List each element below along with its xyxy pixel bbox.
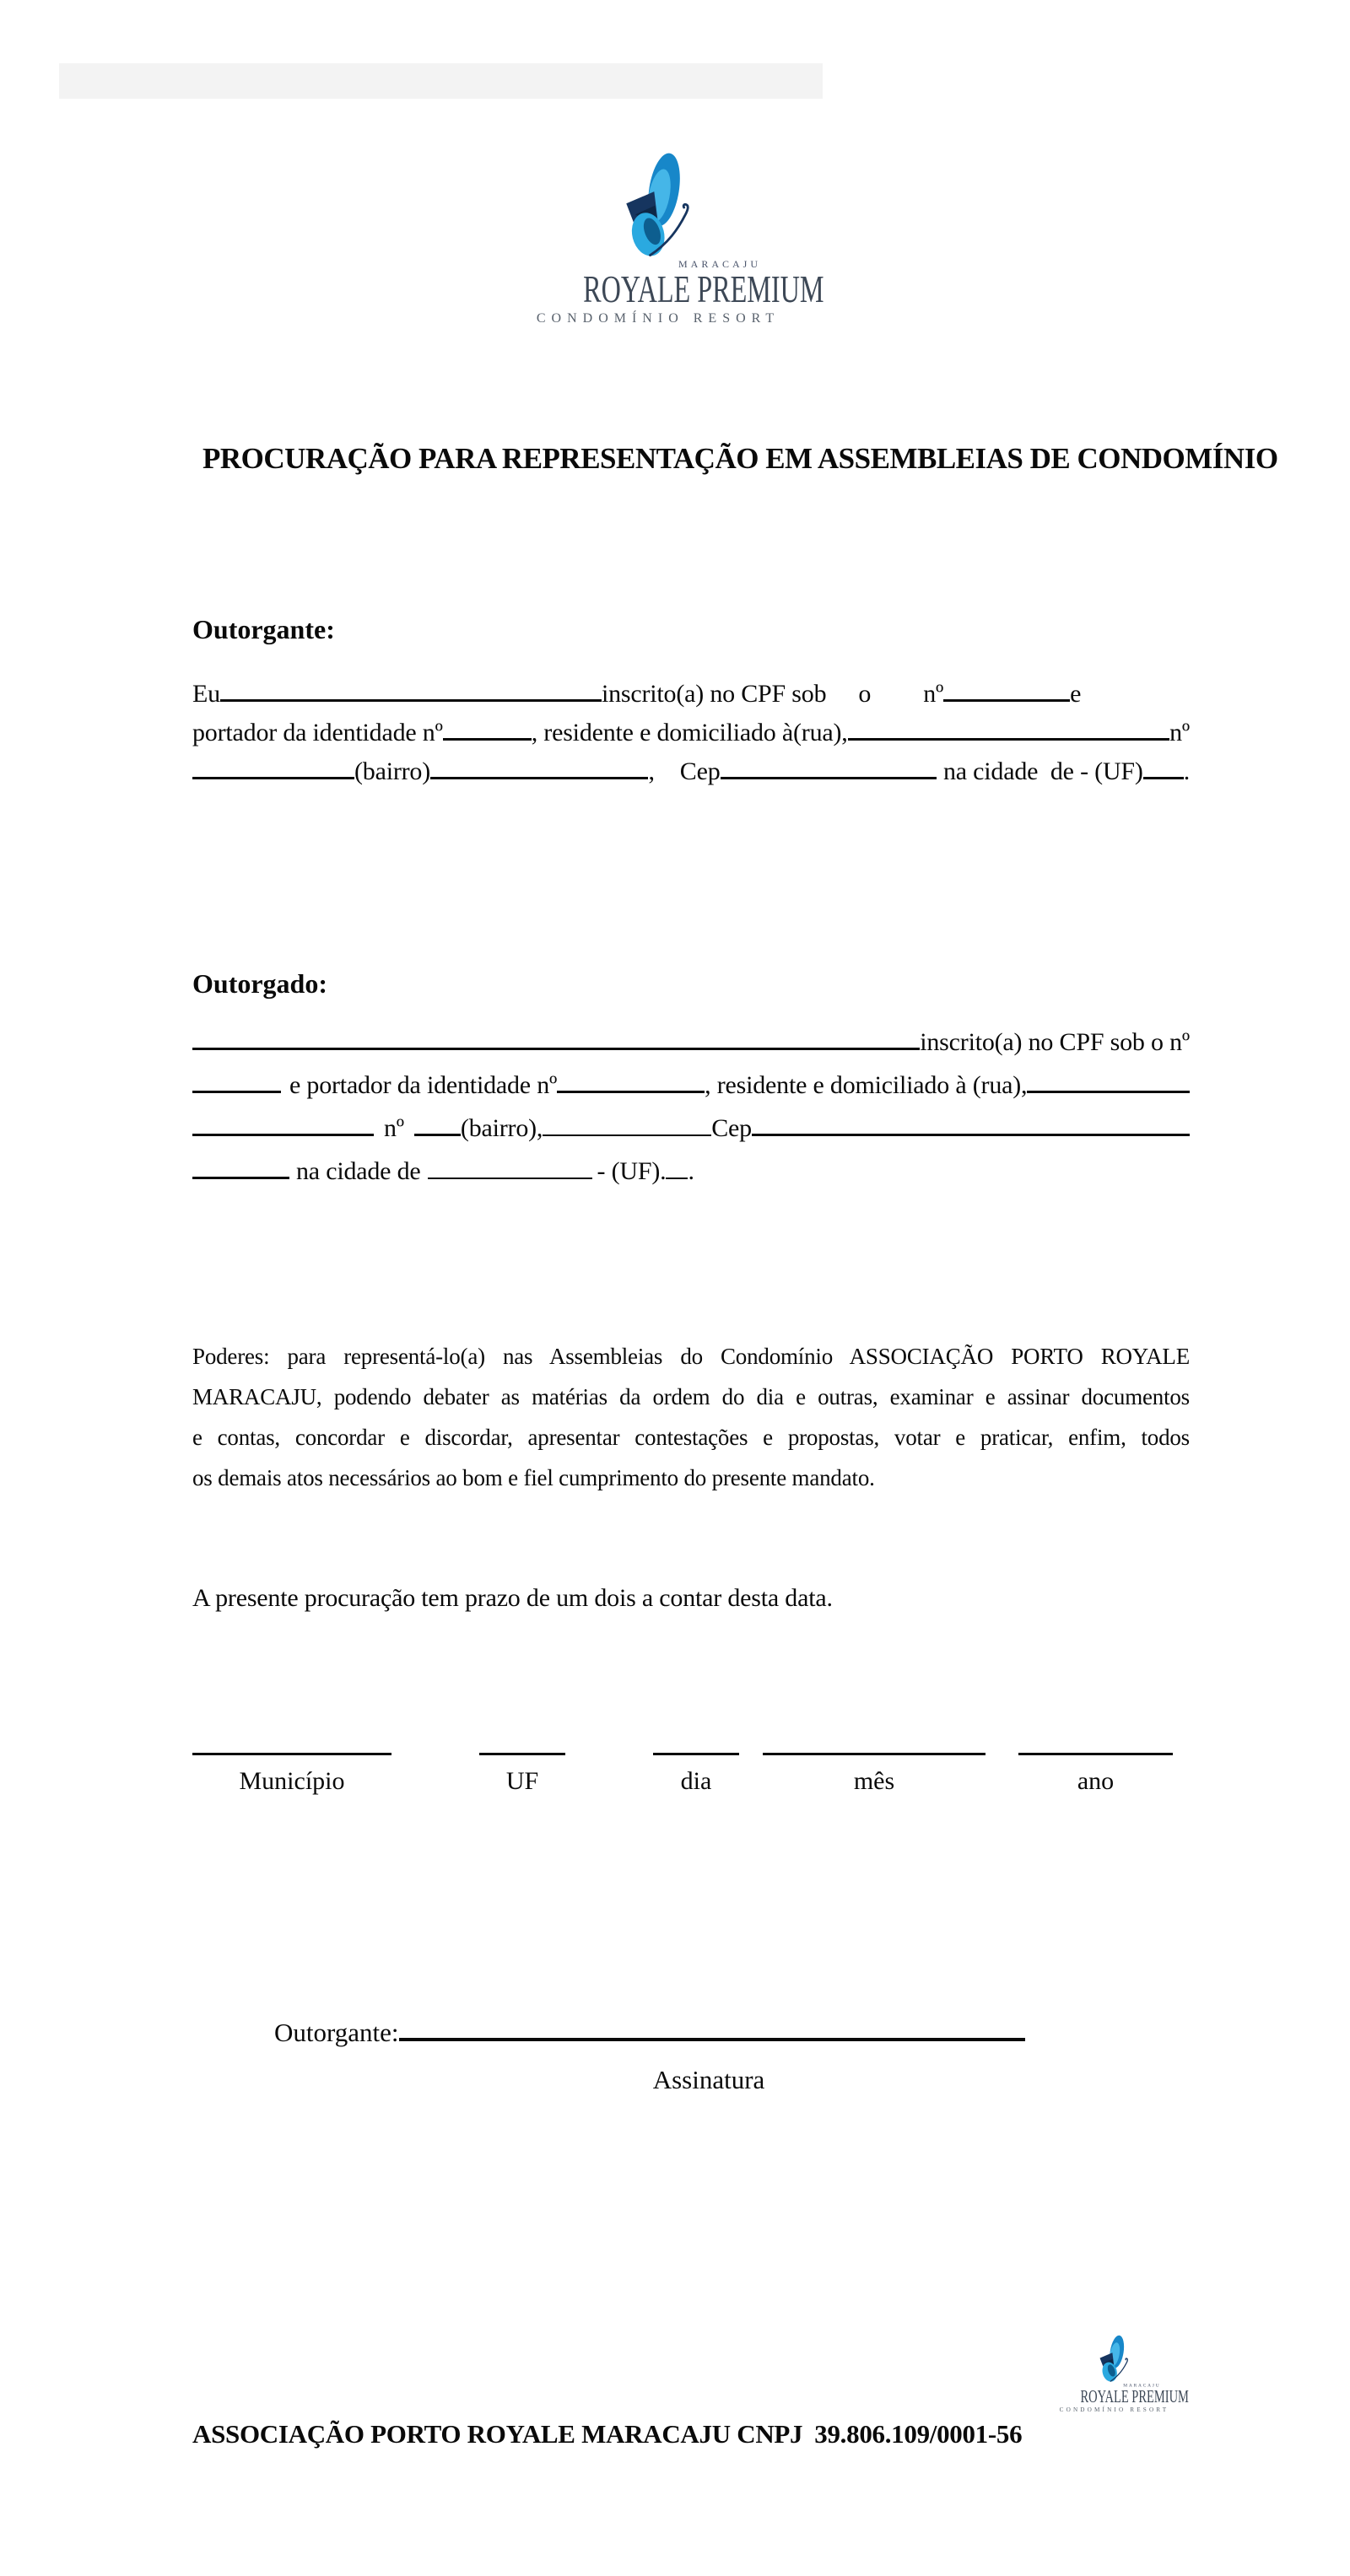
form-text: na cidade de (296, 1157, 421, 1185)
form-text: nº (923, 680, 944, 708)
logo-subtitle: CONDOMÍNIO RESORT (536, 311, 780, 326)
blank-field (666, 1174, 688, 1179)
form-text: , (648, 757, 655, 785)
blank-field (721, 773, 937, 779)
form-text: Eu (192, 680, 220, 708)
form-text: . (1183, 757, 1191, 785)
prazo-statement: A presente procuração tem prazo de um dois a contar desta data. (192, 1584, 833, 1612)
butterfly-icon (595, 152, 721, 263)
blank-field (443, 735, 532, 741)
date-field-label: Município (239, 1767, 345, 1795)
date-field-label: UF (505, 1767, 539, 1795)
outorgante-form-lines (192, 675, 1190, 791)
signature-label: Outorgante: (274, 2018, 399, 2047)
footer-association-line (192, 2419, 1022, 2449)
date-field-uf (479, 1753, 565, 1796)
logo-subtitle: CONDOMÍNIO RESORT (1059, 2406, 1169, 2413)
blank-line (763, 1753, 986, 1755)
paragraph-line: Poderes: para representá-lo(a) nas Assembleias do Condomínio ASSOCIAÇÃO PORTO ROYALE (192, 1344, 1190, 1369)
blank-line (653, 1753, 739, 1755)
signature-row (274, 2018, 1025, 2048)
form-line (192, 1107, 1190, 1150)
signature-blank-line (399, 2034, 1025, 2041)
blank-field (428, 1174, 592, 1179)
date-field-mes (763, 1753, 986, 1796)
paragraph-line: os demais atos necessários ao bom e fiel cumprimento do presente mandato. (192, 1465, 875, 1490)
form-text: inscrito(a) no CPF sob (601, 680, 827, 708)
form-text: , residente e domiciliado à (rua), (705, 1071, 1028, 1099)
blank-field (1143, 773, 1184, 779)
form-text: o (858, 680, 872, 708)
form-text: Cep (711, 1114, 752, 1142)
form-text: . (688, 1157, 694, 1185)
form-text: portador da identidade nº (192, 719, 443, 746)
logo-brand-name: ROYALE PREMIUM (583, 267, 824, 310)
blank-field (192, 1130, 374, 1136)
blank-field (192, 1173, 289, 1179)
blank-field (1027, 1087, 1190, 1093)
form-text: (bairro), (460, 1114, 543, 1142)
poderes-paragraph (192, 1336, 1190, 1498)
paragraph-line: e contas, concordar e discordar, apresentar contestações e propostas, votar e praticar, enfim, todos (192, 1425, 1190, 1450)
form-text: , residente e domiciliado à(rua), (531, 719, 848, 746)
date-field-label: mês (853, 1767, 895, 1795)
footer-association-name: ASSOCIAÇÃO PORTO ROYALE MARACAJU CNPJ (192, 2419, 803, 2449)
footer-cnpj: 39.806.109/0001-56 (814, 2419, 1023, 2449)
date-field-dia (653, 1753, 739, 1796)
form-line (192, 752, 1190, 791)
blank-line (192, 1753, 392, 1755)
document-title: PROCURAÇÃO PARA REPRESENTAÇÃO EM ASSEMBLEIAS DE CONDOMÍNIO (202, 442, 1278, 475)
butterfly-icon (1086, 2335, 1143, 2385)
blank-field (192, 773, 354, 779)
royale-premium-logo-footer (1057, 2335, 1189, 2419)
blank-field (192, 1044, 920, 1050)
blank-field (220, 696, 602, 702)
scan-artifact-bar (59, 63, 823, 99)
blank-field (557, 1087, 705, 1093)
date-field-municipio (192, 1753, 392, 1796)
blank-line (1018, 1753, 1173, 1755)
form-text: Cep (679, 757, 721, 785)
blank-line (479, 1753, 565, 1755)
outorgado-heading: Outorgado: (192, 968, 327, 999)
blank-field (414, 1130, 461, 1136)
form-text: e portador da identidade nº (289, 1071, 558, 1099)
signature-caption: Assinatura (652, 2065, 765, 2094)
outorgante-heading: Outorgante: (192, 614, 335, 644)
blank-field (943, 696, 1070, 702)
royale-premium-logo-header (532, 152, 824, 326)
date-field-ano (1018, 1753, 1173, 1796)
blank-field (543, 1131, 711, 1136)
form-line (192, 1150, 1190, 1193)
form-line (192, 1021, 1190, 1064)
form-line (192, 675, 1190, 714)
form-text: nº (1169, 719, 1190, 746)
form-line (192, 714, 1190, 752)
form-text: - (UF). (597, 1157, 667, 1185)
form-text: nº (384, 1114, 404, 1142)
blank-field (848, 735, 1169, 741)
logo-brand-name: ROYALE PREMIUM (1080, 2386, 1189, 2406)
form-text: e (1070, 680, 1082, 708)
form-line (192, 1064, 1190, 1107)
date-field-label: dia (680, 1767, 712, 1795)
outorgado-form-lines (192, 1021, 1190, 1193)
paragraph-line: MARACAJU, podendo debater as matérias da ordem do dia e outras, examinar e assinar documentos (192, 1384, 1190, 1409)
logo-city-label: MARACAJU (678, 258, 761, 270)
form-text: (bairro) (354, 757, 431, 785)
blank-field (430, 773, 648, 779)
logo-city-label: MARACAJU (1123, 2382, 1161, 2388)
blank-field (192, 1087, 281, 1093)
blank-field (752, 1130, 1190, 1136)
form-text: inscrito(a) no CPF sob o nº (920, 1028, 1190, 1056)
date-field-label: ano (1077, 1767, 1115, 1795)
form-text: na cidade de - (UF) (942, 757, 1143, 785)
